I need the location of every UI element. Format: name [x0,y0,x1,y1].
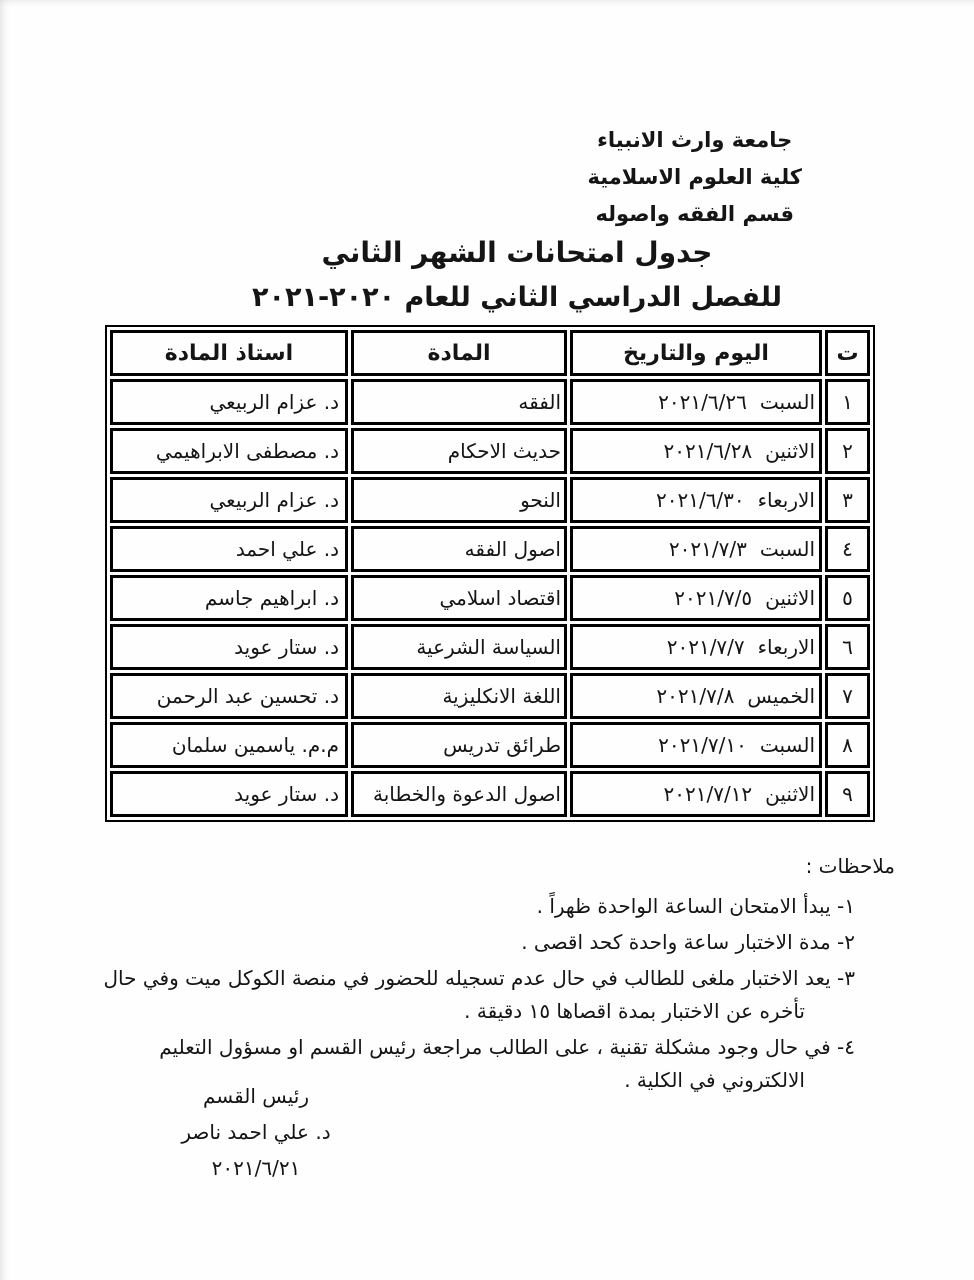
exam-day-date-cell [570,722,822,768]
note-item: ٣- يعد الاختبار ملغى للطالب في حال عدم تسجيله للحضور في منصة الكوكل ميت وفي حال تأخره عن الاختبار بمدة اقصاها ١٥ دقيقة . [103,966,855,1023]
exam-subject: طرائق تدريس [351,722,567,768]
row-number: ٩ [825,771,870,817]
exam-date: ٢٠٢١/٧/٣ [668,537,747,561]
exam-day-date-cell [570,575,822,621]
exam-day: السبت [759,733,815,757]
exam-professor: د. ستار عويد [110,624,348,670]
exam-day-date-cell [570,526,822,572]
exam-professor: د. ستار عويد [110,771,348,817]
exam-date: ٢٠٢١/٧/٨ [656,684,735,708]
exam-subject: اللغة الانكليزية [351,673,567,719]
row-number: ٦ [825,624,870,670]
college-name: كلية العلوم الاسلامية [587,165,802,189]
notes-heading: ملاحظات : [805,854,895,878]
exam-professor: د. علي احمد [110,526,348,572]
table-row [110,575,870,621]
table-row [110,428,870,474]
note-item: ٤- في حال وجود مشكلة تقنية ، على الطالب مراجعة رئيس القسم او مسؤول التعليم الالكتروني في الكلية . [159,1035,855,1092]
note-item: ١- يبدأ الامتحان الساعة الواحدة ظهراً . [536,894,855,918]
exam-subject: الفقه [351,379,567,425]
table-header-row [110,330,870,376]
header-professor: استاذ المادة [110,330,348,376]
exam-day: السبت [759,390,815,414]
table-row [110,722,870,768]
exam-day: الخميس [747,684,815,708]
exam-date: ٢٠٢١/٦/٢٦ [658,390,747,414]
signature-role: رئيس القسم [202,1084,310,1108]
header-subject: المادة [351,330,567,376]
header-number: ت [825,330,870,376]
row-number: ٤ [825,526,870,572]
exam-date: ٢٠٢١/٧/٧ [666,635,745,659]
university-name: جامعة وارث الانبياء [597,128,793,152]
exam-subject: اصول الفقه [351,526,567,572]
exam-day-date-cell [570,624,822,670]
exam-date: ٢٠٢١/٧/١٢ [663,782,753,806]
exam-professor: د. عزام الربيعي [110,477,348,523]
exam-day: السبت [759,537,815,561]
exam-professor: د. تحسين عبد الرحمن [110,673,348,719]
organization-header [587,122,802,233]
semester-subtitle: للفصل الدراسي الثاني للعام ٢٠٢٠-٢٠٢١ [252,282,782,313]
row-number: ٢ [825,428,870,474]
signature-date: ٢٠٢١/٦/٢١ [211,1156,301,1180]
exam-day-date-cell [570,379,822,425]
note-item: ٢- مدة الاختبار ساعة واحدة كحد اقصى . [521,930,855,954]
exam-date: ٢٠٢١/٧/١٠ [658,733,747,757]
signature-name: د. علي احمد ناصر [181,1120,331,1144]
exam-day: الاربعاء [757,488,815,512]
document-titles [30,236,974,313]
exam-professor: م.م. ياسمين سلمان [110,722,348,768]
exam-day: الاربعاء [757,635,815,659]
exam-day-date-cell [570,673,822,719]
exam-subject: النحو [351,477,567,523]
exam-date: ٢٠٢١/٦/٢٨ [663,439,753,463]
exam-subject: حديث الاحكام [351,428,567,474]
department-name: قسم الفقه واصوله [595,202,795,226]
table-row [110,771,870,817]
exam-professor: د. ابراهيم جاسم [110,575,348,621]
schedule-title: جدول امتحانات الشهر الثاني [321,236,713,269]
signature-block [168,1078,344,1186]
row-number: ٧ [825,673,870,719]
exam-day-date-cell [570,771,822,817]
exam-subject: اقتصاد اسلامي [351,575,567,621]
exam-day-date-cell [570,428,822,474]
exam-date: ٢٠٢١/٦/٣٠ [655,488,745,512]
exam-subject: السياسة الشرعية [351,624,567,670]
table-row [110,379,870,425]
exam-subject: اصول الدعوة والخطابة [351,771,567,817]
row-number: ١ [825,379,870,425]
table-row [110,673,870,719]
table-row [110,624,870,670]
exam-table-body [110,379,870,817]
row-number: ٣ [825,477,870,523]
exam-day-date-cell [570,477,822,523]
exam-schedule-table [105,325,875,822]
exam-date: ٢٠٢١/٧/٥ [674,586,753,610]
row-number: ٥ [825,575,870,621]
notes-section [83,850,895,1100]
table-row [110,477,870,523]
exam-day: الاثنين [765,586,815,610]
table-row [110,526,870,572]
exam-day: الاثنين [765,782,815,806]
row-number: ٨ [825,722,870,768]
exam-professor: د. عزام الربيعي [110,379,348,425]
header-day-date: اليوم والتاريخ [570,330,822,376]
exam-professor: د. مصطفى الابراهيمي [110,428,348,474]
exam-day: الاثنين [765,439,815,463]
